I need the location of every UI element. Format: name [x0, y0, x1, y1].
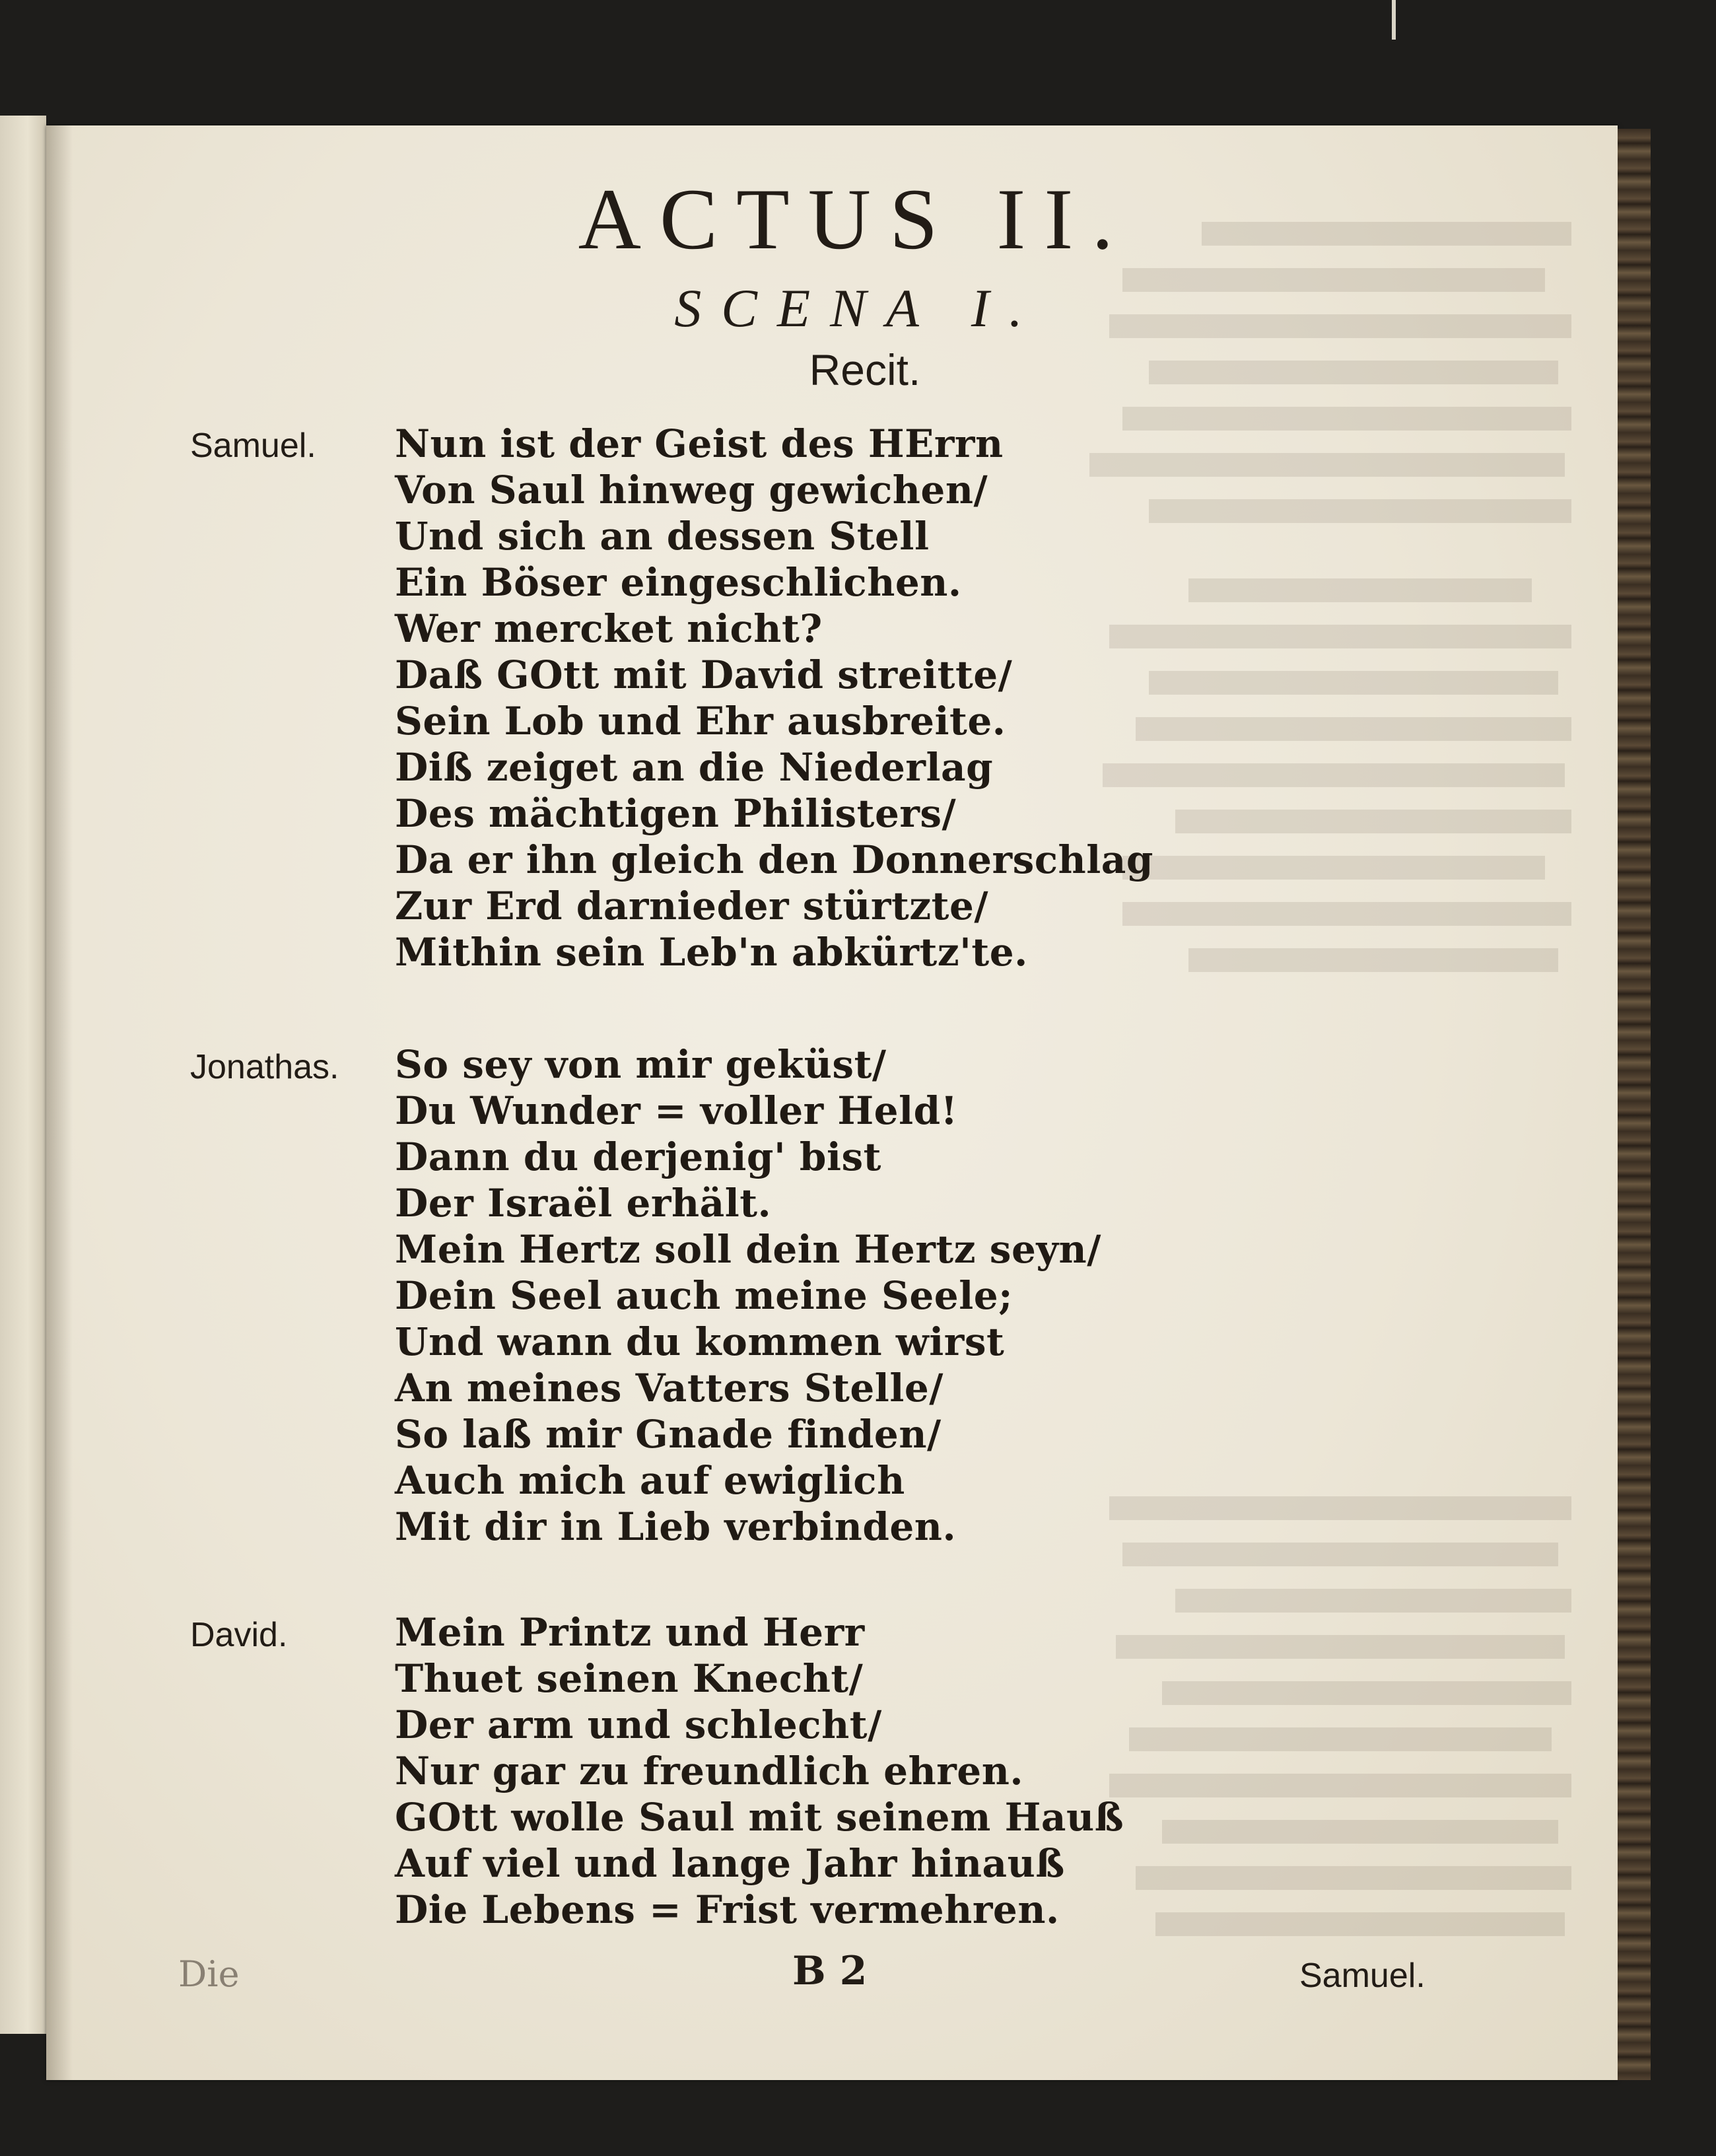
page-gutter-shadow	[46, 125, 73, 2080]
show-through-lines-lower	[825, 1483, 1585, 2011]
verse-line: Wer mercket nicht?	[395, 606, 823, 651]
verse-line: Und sich an dessen Stell	[395, 514, 930, 559]
verse-line: Diß zeiget an die Niederlag	[395, 745, 994, 790]
speaker-label: Jonathas.	[190, 1048, 339, 1086]
catchword: Samuel.	[1299, 1957, 1425, 1995]
verse-line: Die Lebens = Frist vermehren.	[395, 1887, 1060, 1932]
verse-line: Nun ist der Geist des HErrn	[395, 421, 1004, 466]
speaker-label: David.	[190, 1616, 288, 1654]
scan-marker	[1392, 0, 1396, 40]
speaker-label: Samuel.	[190, 427, 316, 465]
facing-page-edge	[0, 116, 46, 2034]
verse-line: Dann du derjenig' bist	[395, 1134, 881, 1179]
verse-line: Zur Erd darnieder stürtzte/	[395, 884, 989, 928]
verse-line: An meines Vatters Stelle/	[395, 1366, 944, 1410]
verse-line: Mithin sein Leb'n abkürtz'te.	[395, 930, 1028, 975]
verse-line: Dein Seel auch meine Seele;	[395, 1273, 1013, 1318]
verse-line: Der arm und schlecht/	[395, 1702, 882, 1747]
scene-heading: SCENA I.	[674, 278, 1043, 338]
verse-line: Auch mich auf ewiglich	[395, 1458, 905, 1503]
bleed-fragment: Die	[178, 1953, 240, 1995]
verse-line: So laß mir Gnade finden/	[395, 1412, 942, 1457]
verse-line: Daß GOtt mit David streitte/	[395, 652, 1013, 697]
verse-line: Des mächtigen Philisters/	[395, 791, 957, 836]
verse-line: Der Israël erhält.	[395, 1181, 772, 1226]
verse-line: Sein Lob und Ehr ausbreite.	[395, 699, 1006, 744]
verse-line: Thuet seinen Knecht/	[395, 1656, 864, 1701]
verse-line: Mein Printz und Herr	[395, 1610, 865, 1655]
section-label-recit: Recit.	[809, 345, 921, 394]
verse-line: So sey von mir geküst/	[395, 1042, 887, 1087]
printer-signature: B 2	[792, 1948, 868, 1994]
act-heading: ACTUS II.	[578, 170, 1132, 267]
book-edge-binding	[1618, 129, 1651, 2080]
verse-line: Und wann du kommen wirst	[395, 1319, 1005, 1364]
verse-line: Ein Böser eingeschlichen.	[395, 560, 962, 605]
verse-line: Auf viel und lange Jahr hinauß	[395, 1841, 1065, 1886]
verse-line: Da er ihn gleich den Donnerschlag	[395, 837, 1153, 882]
verse-line: Du Wunder = voller Held!	[395, 1088, 958, 1133]
verse-line: GOtt wolle Saul mit seinem Hauß	[395, 1795, 1124, 1840]
verse-line: Nur gar zu freundlich ehren.	[395, 1749, 1024, 1793]
verse-line: Mein Hertz soll dein Hertz seyn/	[395, 1227, 1101, 1272]
verse-line: Mit dir in Lieb verbinden.	[395, 1504, 957, 1549]
verse-line: Von Saul hinweg gewichen/	[395, 468, 988, 512]
